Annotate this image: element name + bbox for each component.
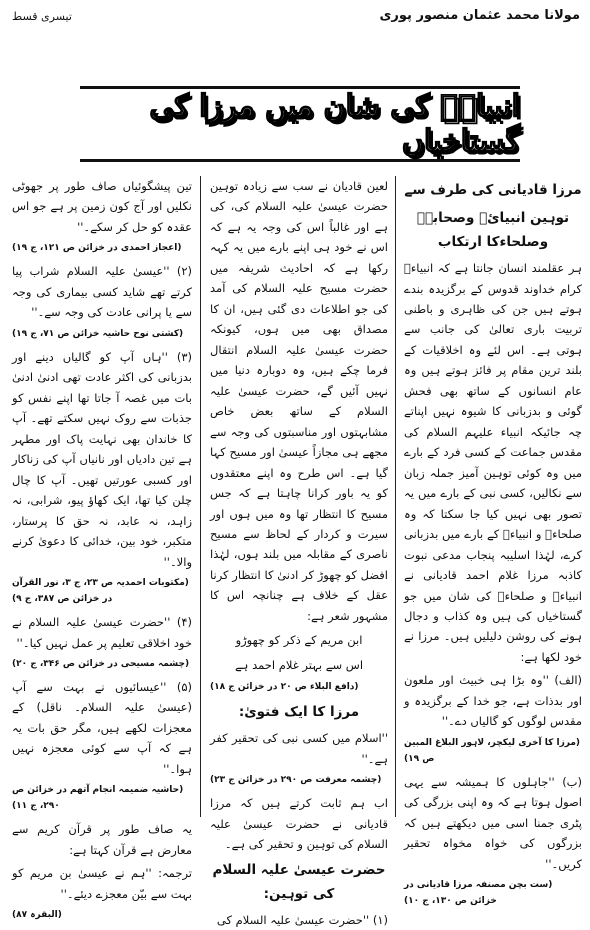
- section-heading: مرزا قادیانی کی طرف سے: [404, 182, 582, 198]
- paragraph: یہ صاف طور پر قرآن کریم سے معارض ہے قرآن کہتا ہے:: [12, 822, 192, 857]
- section-heading: حضرت عیسیٰ علیہ السلام کی توہین:: [212, 861, 386, 902]
- reference: (مکتوبات احمدیہ ص ۲۳، ج ۳، نور القرآن در خزائن ص ۳۸۷، ج ۹): [12, 578, 189, 605]
- middle-column: [210, 176, 388, 927]
- reference: (چشمہ مسیحی در خزائن ص ۳۴۶، ج ۲۰): [12, 658, 190, 669]
- paragraph: لعین قادیان نے سب سے زیادہ توہین حضرت عیسیٰ علیہ السلام کی، کی ہے اور غالباً اس کی وجہ یہ ہے کہ اس نے خود ہی اپنے بارے میں یہ کہہ رکھا ہے کہ احادیث شریفہ میں حضرت مسیح علیہ السلام کی آمد کی جو اطلاعات دی گئی ہیں، ان کا مصداق بھی میں ہوں، کیونکہ حضرت عیسیٰ علیہ السلام انتقال فرما چکے ہیں، وہ دوبارہ دنیا میں نہیں آئیں گے، حضرت عیسیٰ علیہ السلام کے ساتھ بعض خاص مشابہتوں اور مناسبتوں کی وجہ سے مجھے ہی مجازاً عیسیٰ اور مسیح کہا گیا ہے۔ اس طرح وہ اپنے معتقدوں کو یہ باور کرانا چاہتا ہے کہ جس مسیح کا انتظار تھا وہ میں ہوں اور سیرت و کردار کے لحاظ سے مسیح ناصری کے مقابلہ میں بلند ہوں، لہٰذا افضل کو چھوڑ کر ادنیٰ کا انتظار کرنا عقل کے خلاف ہے چنانچہ اس کا مشہور شعر ہے:: [210, 179, 388, 623]
- reference: (دافع البلاء ص ۲۰ در خزائن ج ۱۸): [210, 682, 359, 693]
- reference: (حاشیہ ضمیمہ انجام آتھم در خزائن ص ۲۹۰، ج ۱۱): [12, 785, 184, 812]
- section-heading: مرزا کا ایک فتویٰ:: [238, 704, 360, 721]
- quote: تین پیشگوئیاں صاف طور پر جھوٹی نکلیں اور آج کون زمین پر ہے جو اس عقدہ کو حل کر سکے۔'': [12, 179, 192, 234]
- column-divider: [395, 176, 396, 817]
- quote: ''اسلام میں کسی نبی کی تحقیر کفر ہے۔'': [210, 731, 388, 766]
- quote: (۴) ''حضرت عیسیٰ علیہ السلام نے خود اخلاقی تعلیم پر عمل نہیں کیا۔'': [12, 615, 192, 650]
- column-divider: [200, 176, 201, 817]
- quote: (الف) ''وہ بڑا ہی خبیث اور ملعون اور بدذات ہے، جو خدا کے برگزیدہ و مقدس لوگوں کو گالیاں دے۔'': [404, 673, 582, 729]
- quote: (۳) ''ہاں آپ کو گالیاں دینے اور بدزبانی کی اکثر عادت تھی ادنیٰ ادنیٰ بات میں غصہ آ جاتا تھا اپنے نفس کو جذبات سے روک نہیں سکتے تھے۔ آپ کا خاندان بھی نہایت پاک اور مطہر ہے تین دادیاں اور نانیاں آپ کی زناکار اور کسبی عورتیں تھیں۔ آپ کا چال چلن کیا تھا، ایک کھاؤ پیو، شرابی، نہ زاہد، نہ عابد، نہ حق کا پرستار، متکبر، خود بین، خدائی کا دعویٰ کرنے والا۔'': [12, 349, 192, 569]
- paragraph: ہر عقلمند انسان جانتا ہے کہ انبیاءؑ کرام خداوند قدوس کے برگزیدہ بندے ہوتے ہیں جن کی ظاہری و باطنی تربیت باری تعالیٰ کی جانب سے ہوتی ہے۔ اس لئے وہ اخلاقیات کے بلند ترین مقام پر فائز ہوتے ہیں وہ عام انسانوں کے ساتھ بھی فحش گوئی و بدزبانی کا شیوہ نہیں اپناتے چہ جائیکہ انبیاء علیہم السلام کی مقدس جماعت کے کسی فرد کے بارے میں وہ کوئی توہین آمیز جملہ زبان سے نکالیں، کسی نبی کے بارے میں یہ تصور بھی نہیں کیا جا سکتا کہ وہ صلحاءؒ و انبیاءؑ کے بارے میں بدزبانی کرے، لہٰذا اسلیبہ پنجاب مدعی نبوت کاذبہ مرزا غلام احمد قادیانی نے انبیاءؑ و صلحاءؒ کی شان میں جو گستاخیاں کی ہیں وہ کذاب و دجال ہونے کی روشن دلیلیں ہیں۔ مرزا نے خود لکھا ہے:: [404, 261, 582, 664]
- reference: (چشمہ معرفت ص ۲۹۰ در خزائن ج ۲۳): [210, 775, 382, 786]
- quote: (۵) ''عیسائیوں نے بہت سے آپ (عیسیٰ علیہ السلام۔ ناقل) کے معجزات لکھے ہیں، مگر حق بات یہ ہے کہ آپ سے کوئی معجزہ نہیں ہوا۔'': [12, 679, 192, 776]
- section-heading: توہین انبیائؑ وصحابہؓ وصلحاءکا ارتکاب: [416, 210, 570, 251]
- paragraph: اب ہم ثابت کرتے ہیں کہ مرزا قادیانی نے حضرت عیسیٰ علیہ السلام کی توہین و تحقیر کی ہے۔: [210, 796, 388, 852]
- reference: (البقرہ ۸۷): [12, 910, 62, 921]
- reference: (ست بچن مصنفہ مرزا قادیانی در خزائن ص ۱۳۰، ج ۱۰): [404, 880, 553, 907]
- reference: (مرزا کا آخری لیکچر، لاہور البلاغ المبین ص ۱۹): [404, 737, 581, 764]
- article-title-banner: [80, 86, 520, 162]
- reference: (اعجاز احمدی در خزائن ص ۱۲۱، ج ۱۹): [12, 243, 182, 254]
- quote: ترجمہ: ''ہم نے عیسیٰ بن مریم کو بہت سے بیّن معجزے دیئے۔'': [12, 866, 192, 901]
- quote: (۱) ''حضرت عیسیٰ علیہ السلام کی: [216, 912, 388, 927]
- quote: (۲) ''عیسیٰ علیہ السلام شراب پیا کرتے تھے شاید کسی بیماری کی وجہ سے یا پرانی عادت کی وجہ سے۔'': [12, 264, 192, 320]
- article-title: انبیائؑ کی شان میں مرزا کی گستاخیاں: [149, 89, 520, 159]
- quote: (ب) ''جاہلوں کا ہمیشہ سے یہی اصول ہوتا ہے کہ وہ اپنی بزرگی کی پٹری جمنا اسی میں دیکھتے ہیں کہ بزرگوں کی خواہ مخواہ تحقیر کریں۔'': [404, 774, 582, 871]
- author-name: مولانا محمد عثمان منصور پوری: [379, 8, 580, 23]
- reference: (کشتی نوح حاشیہ خزائن ص ۷۱، ج ۱۹): [12, 328, 184, 339]
- left-column: [12, 176, 192, 921]
- verse-line: ابن مریم کے ذکر کو چھوڑو: [235, 633, 363, 648]
- verse-line: اس سے بہتر غلام احمد ہے: [234, 657, 364, 672]
- series-label: تیسری قسط: [12, 10, 72, 23]
- right-column: [404, 176, 582, 907]
